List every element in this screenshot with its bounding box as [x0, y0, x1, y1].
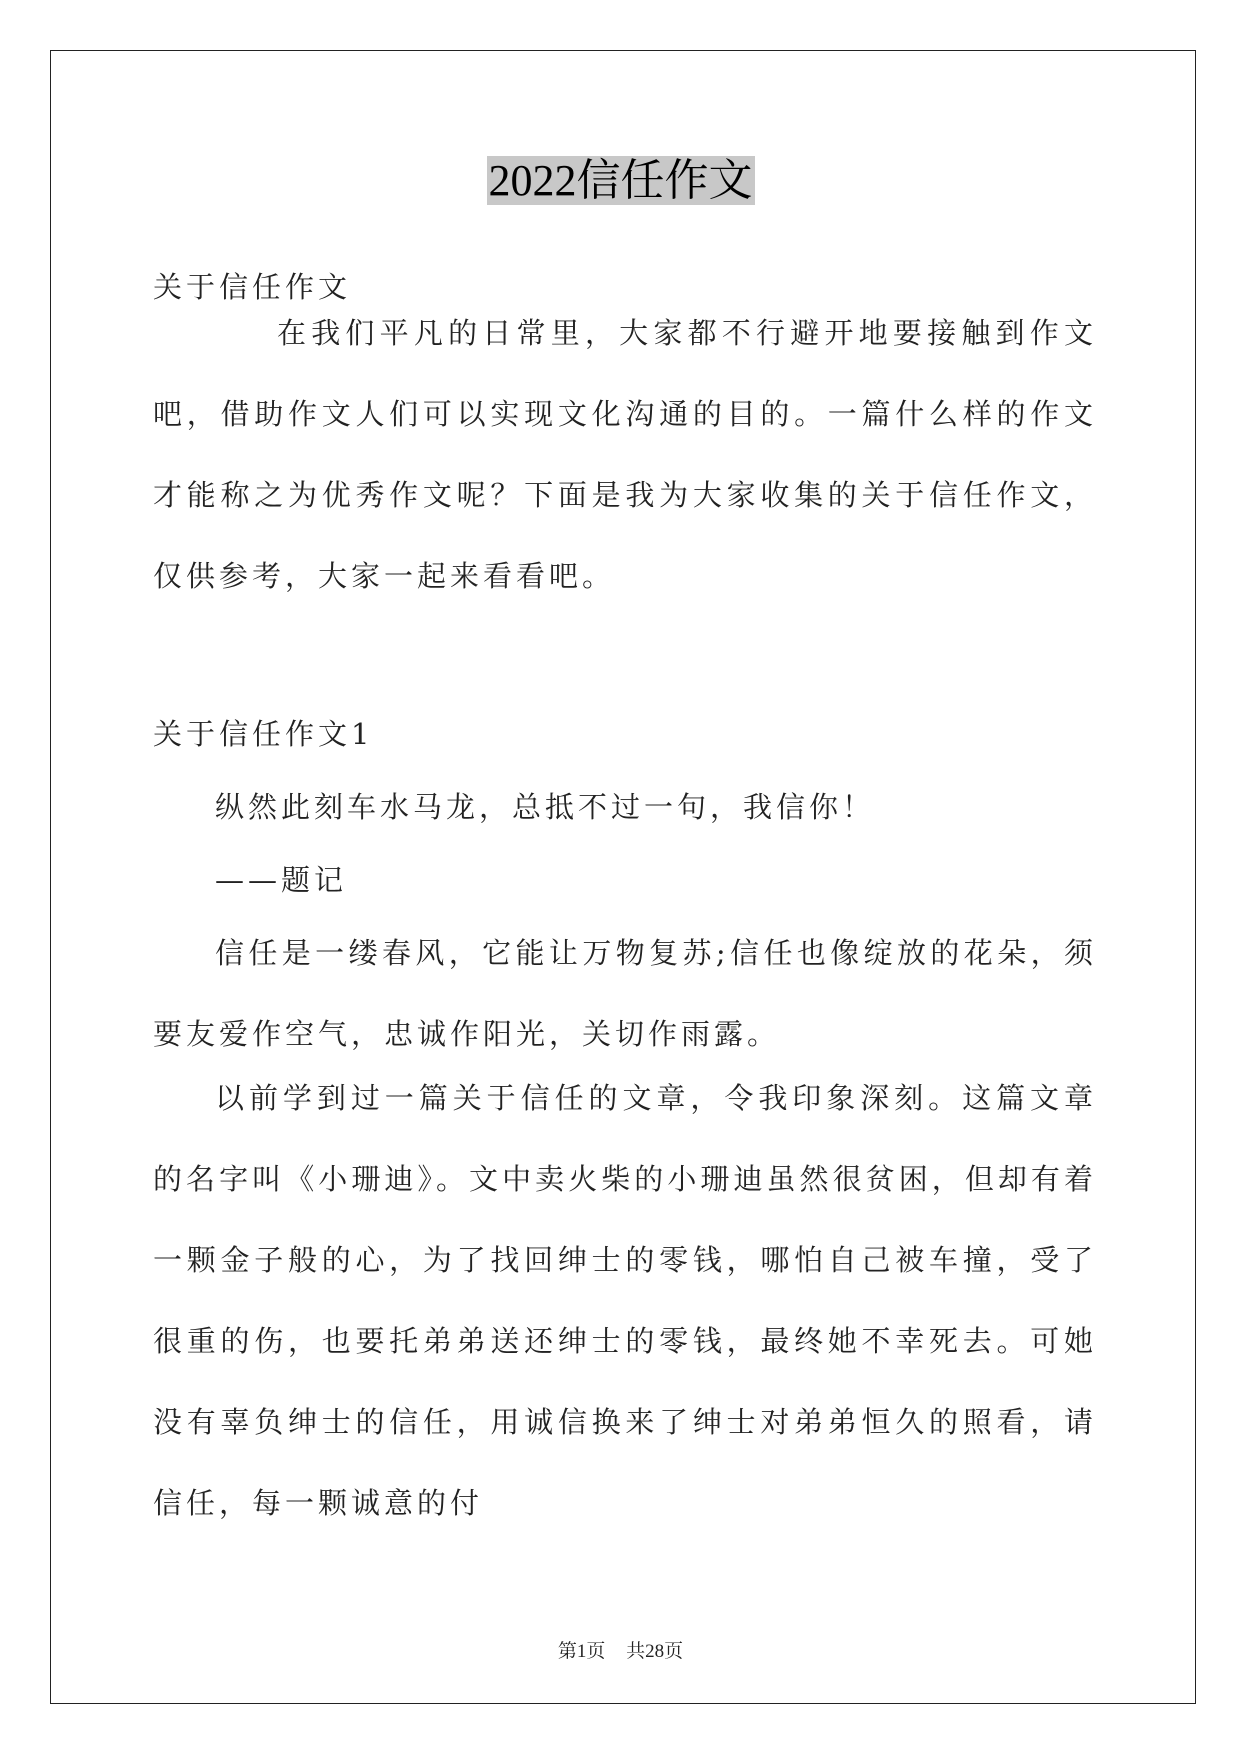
body-paragraph-1: 信任是一缕春风，它能让万物复苏;信任也像绽放的花朵，须要友爱作空气，忠诚作阳光，关切作雨露。	[153, 936, 1097, 1051]
intro-paragraph: 在我们平凡的日常里，大家都不行避开地要接触到作文吧，借助作文人们可以实现文化沟通的目的。一篇什么样的作文才能称之为优秀作文呢？下面是我为大家收集的关于信任作文，仅供参考，大家一起来看看吧。	[153, 316, 1097, 593]
epigraph-note: ——题记	[215, 863, 348, 897]
document-title	[0, 153, 1241, 209]
epigraph: 纵然此刻车水马龙，总抵不过一句，我信你！	[215, 790, 876, 824]
section-heading-intro: 关于信任作文	[153, 270, 352, 304]
section-heading-essay-1: 关于信任作文1	[153, 717, 374, 751]
page-footer	[0, 1636, 1241, 1663]
page-number: 第1页	[557, 1641, 606, 1662]
document-title-text: 2022信任作文	[488, 156, 753, 205]
body-paragraph-2: 以前学到过一篇关于信任的文章，令我印象深刻。这篇文章的名字叫《小珊迪》。文中卖火柴的小珊迪虽然很贫困，但却有着一颗金子般的心，为了找回绅士的零钱，哪怕自己被车撞，受了很重的伤，也要托弟弟送还绅士的零钱，最终她不幸死去。可她没有辜负绅士的信任，用诚信换来了绅士对弟弟恒久的照看，请信任，每一颗诚意的付	[153, 1081, 1097, 1520]
page-total: 共28页	[626, 1641, 684, 1662]
